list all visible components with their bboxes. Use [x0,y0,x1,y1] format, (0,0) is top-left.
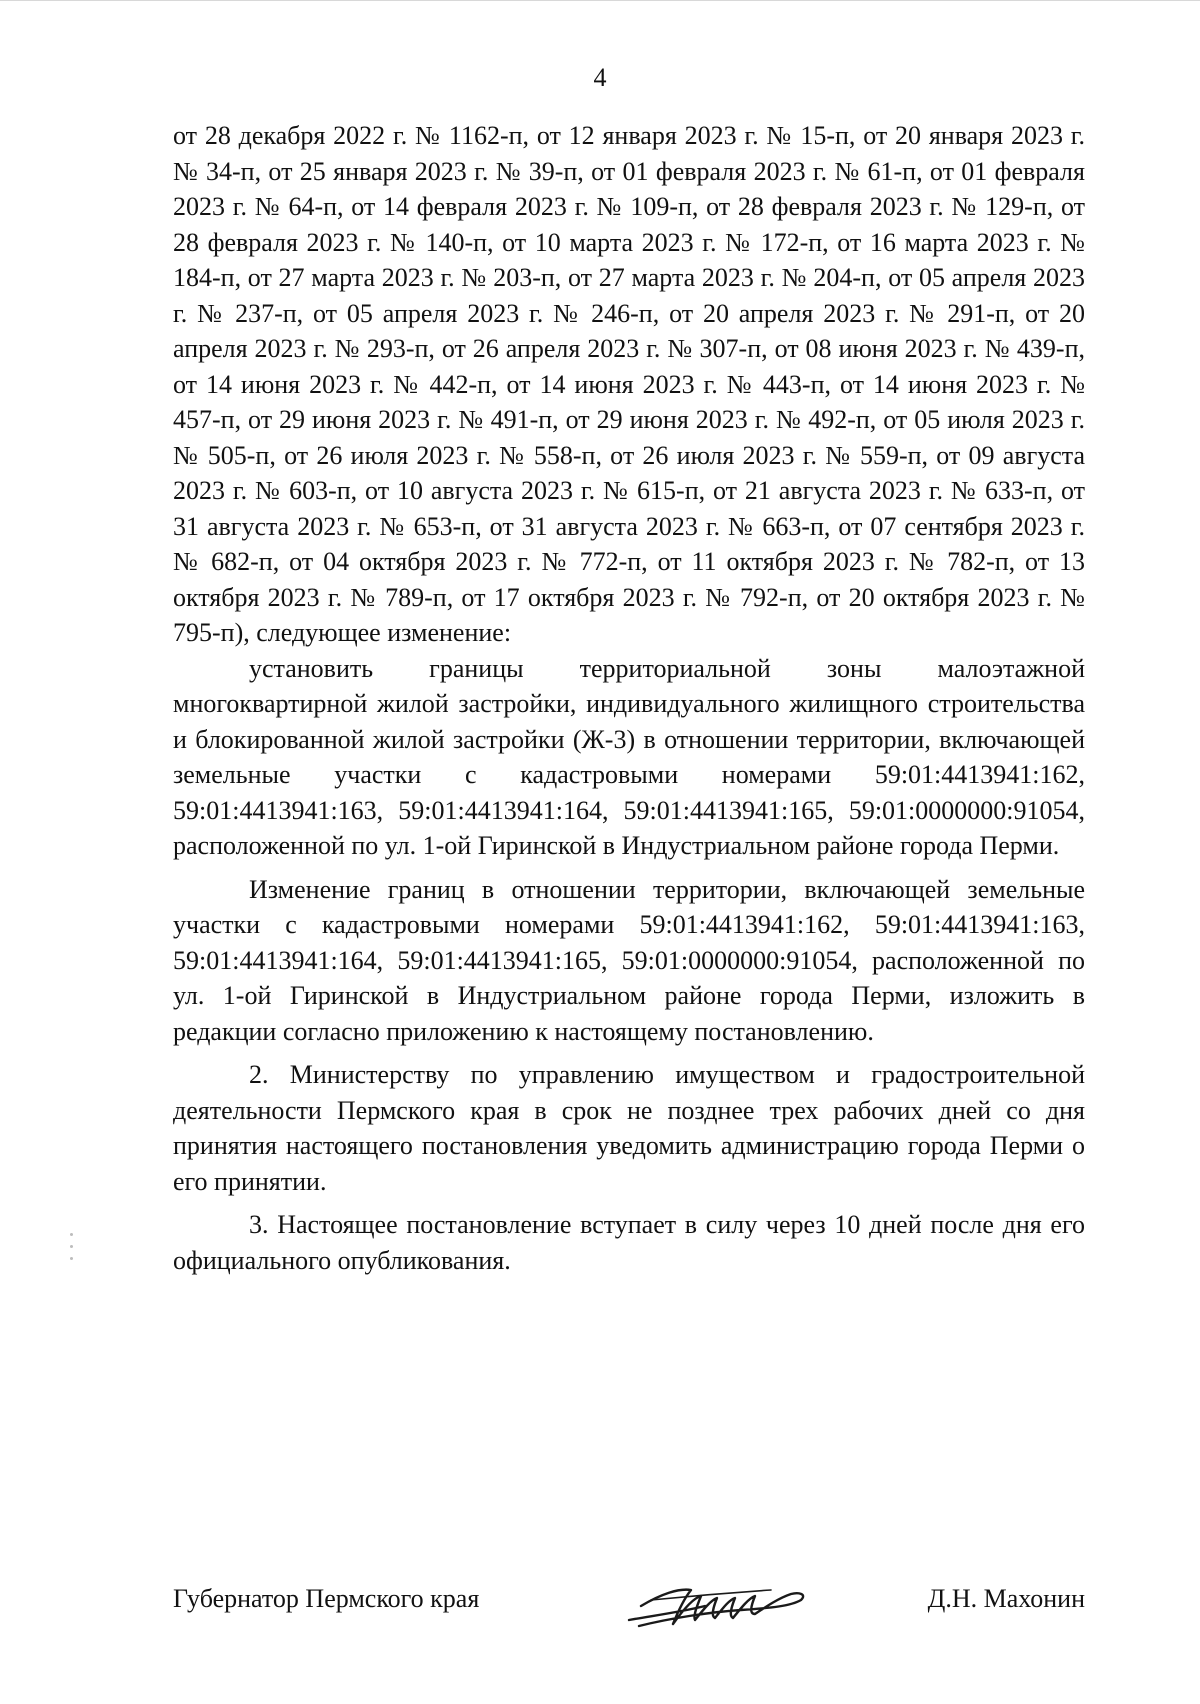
paragraph-item-2: 2. Министерству по управлению имуществом и градостроительной деятельности Пермского края в срок не позднее трех рабочих дней со дня принятия настоящего постановления уведомить администрацию города Перми о его принятии. [173,1060,1085,1196]
document-body [173,118,1085,1278]
page-number: 4 [593,63,607,92]
paragraph-item-3: 3. Настоящее постановление вступает в силу через 10 дней после дня его официального опубликования. [173,1210,1085,1275]
scan-dot [70,1257,73,1260]
paragraph-boundary-change: Изменение границ в отношении территории, включающей земельные участки с кадастровыми номерами 59:01:4413941:162, 59:01:4413941:163, 59:01:4413941:164, 59:01:4413941:165, 59:01:0000000:91054, расположенной по ул. 1-ой Гиринской в Индустриальном районе города Перми, изложить в редакции согласно приложению к настоящему постановлению. [173,874,1085,1046]
scan-dot [70,1245,73,1248]
signatory-position: Губернатор Пермского края [173,1584,480,1613]
signatory-name: Д.Н. Махонин [927,1584,1085,1613]
paragraph-amendment-list: от 28 декабря 2022 г. № 1162-п, от 12 января 2023 г. № 15-п, от 20 января 2023 г. № 34-п, от 25 января 2023 г. № 39-п, от 01 февраля 2023 г. № 61-п, от 01 февраля 2023 г. № 64-п, от 14 февраля 2023 г. № 109-п, от 28 февраля 2023 г. № 129-п, от 28 февраля 2023 г. № 140-п, от 10 марта 2023 г. № 172-п, от 16 марта 2023 г. № 184-п, от 27 марта 2023 г. № 203-п, от 27 марта 2023 г. № 204-п, от 05 апреля 2023 г. № 237-п, от 05 апреля 2023 г. № 246-п, от 20 апреля 2023 г. № 291-п, от 20 апреля 2023 г. № 293-п, от 26 апреля 2023 г. № 307-п, от 08 июня 2023 г. № 439-п, от 14 июня 2023 г. № 442-п, от 14 июня 2023 г. № 443-п, от 14 июня 2023 г. № 457-п, от 29 июня 2023 г. № 491-п, от 29 июня 2023 г. № 492-п, от 05 июля 2023 г. № 505-п, от 26 июля 2023 г. № 558-п, от 26 июля 2023 г. № 559-п, от 09 августа 2023 г. № 603-п, от 10 августа 2023 г. № 615-п, от 21 августа 2023 г. № 633-п, от 31 августа 2023 г. № 653-п, от 31 августа 2023 г. № 663-п, от 07 сентября 2023 г. № 682-п, от 04 октября 2023 г. № 772-п, от 11 октября 2023 г. № 782-п, от 13 октября 2023 г. № 789-п, от 17 октября 2023 г. № 792-п, от 20 октября 2023 г. № 795-п), следующее изменение: [173,121,1085,647]
scan-dot [70,1233,73,1236]
paragraph-zone-boundaries: установить границы территориальной зоны малоэтажной многоквартирной жилой застройки, индивидуального жилищного строительства и блокированной жилой застройки (Ж-3) в отношении территории, включающей земельные участки с кадастровыми номерами 59:01:4413941:162, 59:01:4413941:163, 59:01:4413941:164, 59:01:4413941:165, 59:01:0000000:91054, расположенной по ул. 1-ой Гиринской в Индустриальном районе города Перми. [173,653,1085,860]
signature-block [173,1576,1085,1636]
handwritten-signature [621,1576,831,1632]
